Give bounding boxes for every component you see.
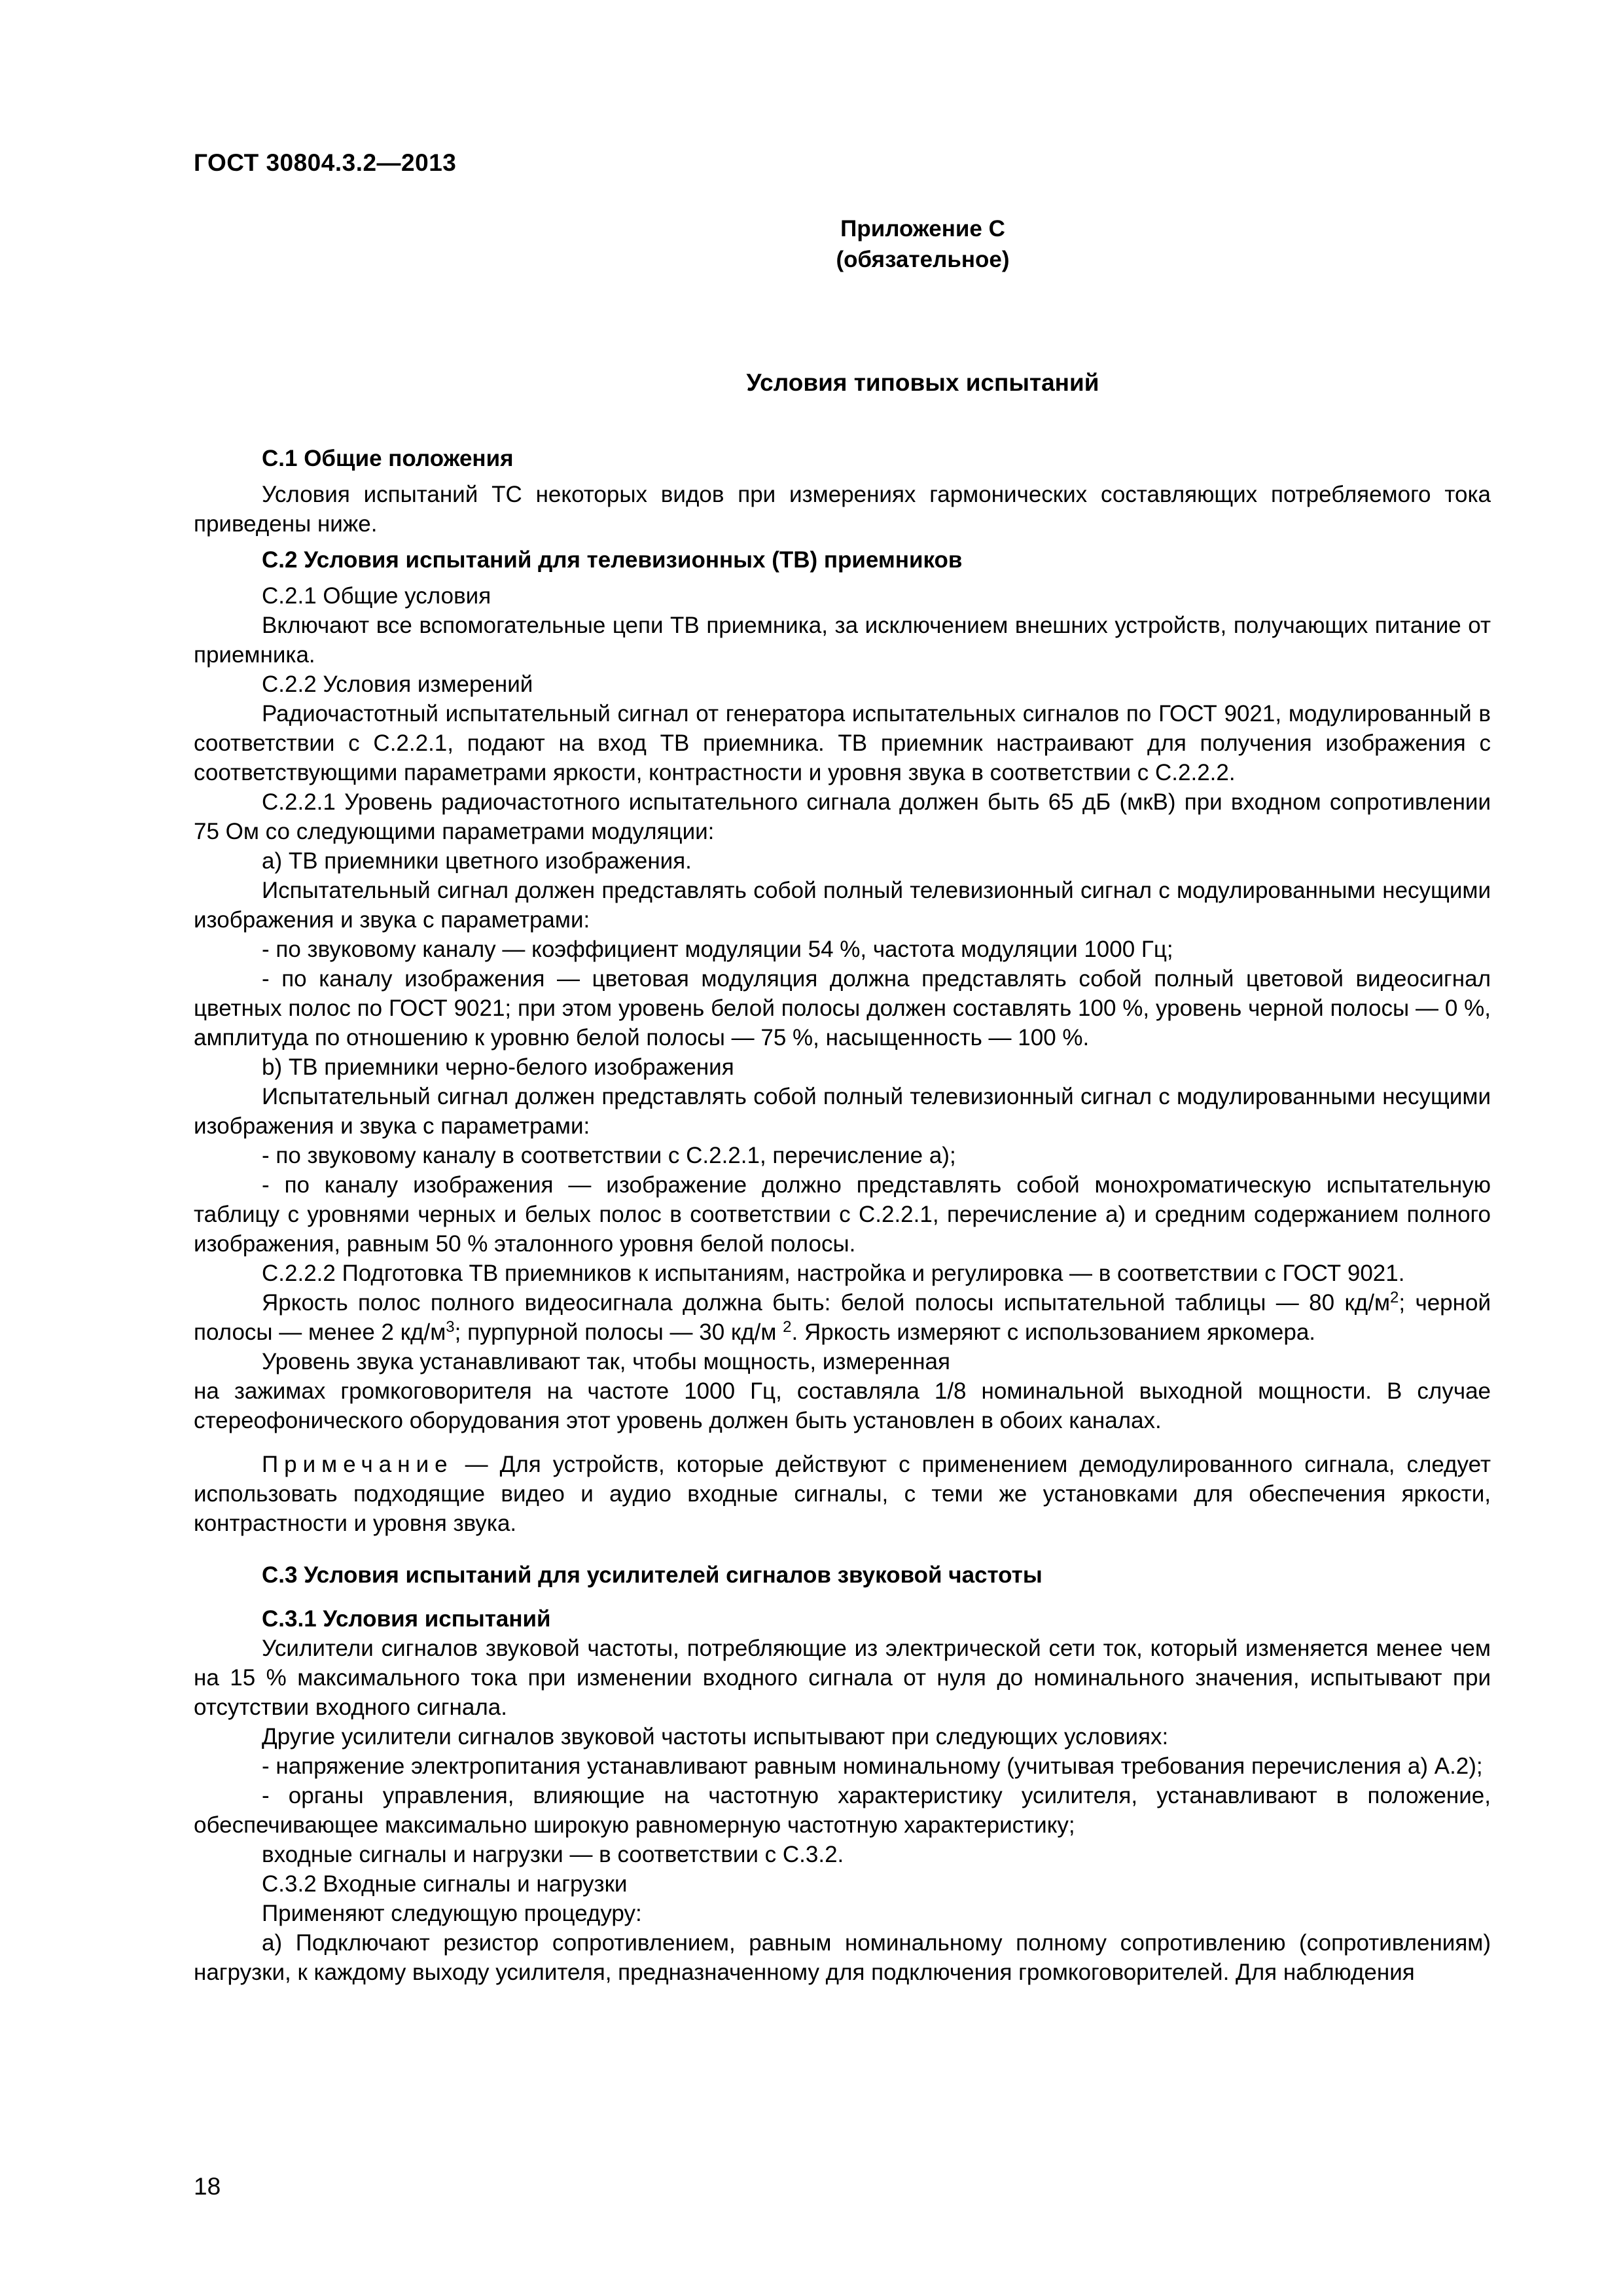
document-code: ГОСТ 30804.3.2—2013 <box>194 149 457 176</box>
paragraph: С.2.2.2 Подготовка ТВ приемников к испытаниям, настройка и регулировка — в соответствии с ГОСТ 9021. <box>262 1261 1405 1286</box>
paragraph: Испытательный сигнал должен представлять собой полный телевизионный сигнал с модулированными несущими изображения и звука с параметрами: <box>194 1084 1491 1139</box>
paragraph: на зажимах громкоговорителя на частоте 1000 Гц, составляла 1/8 номинальной выходной мощности. В случае стереофонического оборудования этот уровень должен быть установлен в обоих каналах. <box>194 1378 1491 1433</box>
paragraph: Условия испытаний ТС некоторых видов при измерениях гармонических составляющих потребляемого тока приведены ниже. <box>194 482 1491 537</box>
dash-item: - по каналу изображения — цветовая модуляция должна представлять собой полный цветовой видеосигнал цветных полос по ГОСТ 9021; при этом уровень белой полосы должен составлять 100 %, уровень черной полосы — 0 %, амплитуда по отношению к уровню белой полосы — 75 %, насыщенность — 100 %. <box>194 966 1491 1050</box>
annex-heading <box>0 213 1623 275</box>
paragraph: Усилители сигналов звуковой частоты, потребляющие из электрической сети ток, который изменяется менее чем на 15 % максимального тока при изменении входного сигнала от нуля до номинального значения, испытывают при отсутствии входного сигнала. <box>194 1636 1491 1720</box>
page-number: 18 <box>194 2173 221 2200</box>
subsection-heading-c31: С.3.1 Условия испытаний <box>262 1606 551 1632</box>
list-item: b) ТВ приемники черно-белого изображения <box>262 1054 734 1080</box>
annex-label: Приложение С <box>840 216 1005 242</box>
dash-item: - по звуковому каналу — коэффициент модуляции 54 %, частота модуляции 1000 Гц; <box>262 937 1173 962</box>
dash-item: - по звуковому каналу в соответствии с С.2.2.1, перечисление а); <box>262 1143 956 1168</box>
superscript: 2 <box>1390 1289 1399 1306</box>
annex-status: (обязательное) <box>836 247 1010 272</box>
section-heading-c1: С.1 Общие положения <box>262 446 514 471</box>
paragraph: Включают все вспомогательные цепи ТВ приемника, за исключением внешних устройств, получающих питание от приемника. <box>194 613 1491 668</box>
subsection-heading-c22: С.2.2 Условия измерений <box>262 672 533 697</box>
subsection-heading-c21: С.2.1 Общие условия <box>262 583 491 609</box>
note-text: — Для устройств, которые действуют с применением демодулированного сигнала, следует использовать подходящие видео и аудио входные сигналы, с теми же установками для обеспечения яркости, контрастности и уровня звука. <box>194 1452 1491 1536</box>
paragraph: Уровень звука устанавливают так, чтобы мощность, измеренная <box>262 1349 950 1374</box>
dash-item: - органы управления, влияющие на частотную характеристику усилителя, устанавливают в положение, обеспечивающее максимально широкую равномерную частотную характеристику; <box>194 1783 1491 1838</box>
text-run: ; черной полосы — менее 2 кд/м <box>194 1290 1491 1345</box>
text-run: ; пурпурной полосы — 30 кд/м <box>454 1319 783 1345</box>
superscript: 3 <box>446 1318 455 1336</box>
section-heading-c3: С.3 Условия испытаний для усилителей сигналов звуковой частоты <box>262 1562 1043 1588</box>
section-heading-c2: С.2 Условия испытаний для телевизионных (ТВ) приемников <box>262 547 963 573</box>
paragraph: Испытательный сигнал должен представлять собой полный телевизионный сигнал с модулированными несущими изображения и звука с параметрами: <box>194 878 1491 933</box>
note <box>194 1450 1491 1538</box>
paragraph: а) Подключают резистор сопротивлением, равным номинальному полному сопротивлению (сопротивлениям) нагрузки, к каждому выходу усилителя, предназначенному для подключения громкоговорителей. Для наблюдения <box>194 1930 1491 1985</box>
superscript: 2 <box>783 1318 792 1336</box>
paragraph: входные сигналы и нагрузки — в соответствии с С.3.2. <box>262 1842 844 1867</box>
paragraph: Другие усилители сигналов звуковой частоты испытывают при следующих условиях: <box>262 1724 1169 1749</box>
paragraph: С.2.2.1 Уровень радиочастотного испытательного сигнала должен быть 65 дБ (мкВ) при входном сопротивлении 75 Ом со следующими параметрами модуляции: <box>194 789 1491 844</box>
subsection-heading-c32: С.3.2 Входные сигналы и нагрузки <box>262 1871 628 1897</box>
note-label: Примечание <box>262 1452 454 1477</box>
annex-title: Условия типовых испытаний <box>746 369 1099 396</box>
text-run: Яркость полос полного видеосигнала должна быть: белой полосы испытательной таблицы — 80 кд/м <box>262 1290 1391 1316</box>
dash-item: - напряжение электропитания устанавливают равным номинальному (учитывая требования перечисления а) А.2); <box>262 1753 1483 1779</box>
dash-item: - по каналу изображения — изображение должно представлять собой монохроматическую испытательную таблицу с уровнями черных и белых полос в соответствии с С.2.2.1, перечисление а) и средним содержанием полного изображения, равным 50 % эталонного уровня белой полосы. <box>194 1172 1491 1257</box>
list-item: а) ТВ приемники цветного изображения. <box>262 848 692 874</box>
document-body <box>194 444 1491 1987</box>
paragraph-brightness <box>194 1288 1491 1347</box>
paragraph: Применяют следующую процедуру: <box>262 1901 642 1926</box>
text-run: . Яркость измеряют с использованием яркомера. <box>791 1319 1316 1345</box>
paragraph: Радиочастотный испытательный сигнал от генератора испытательных сигналов по ГОСТ 9021, модулированный в соответствии с С.2.2.1, подают на вход ТВ приемника. ТВ приемник настраивают для получения изображения с соответствующими параметрами яркости, контрастности и уровня звука в соответствии с С.2.2.2. <box>194 701 1491 785</box>
